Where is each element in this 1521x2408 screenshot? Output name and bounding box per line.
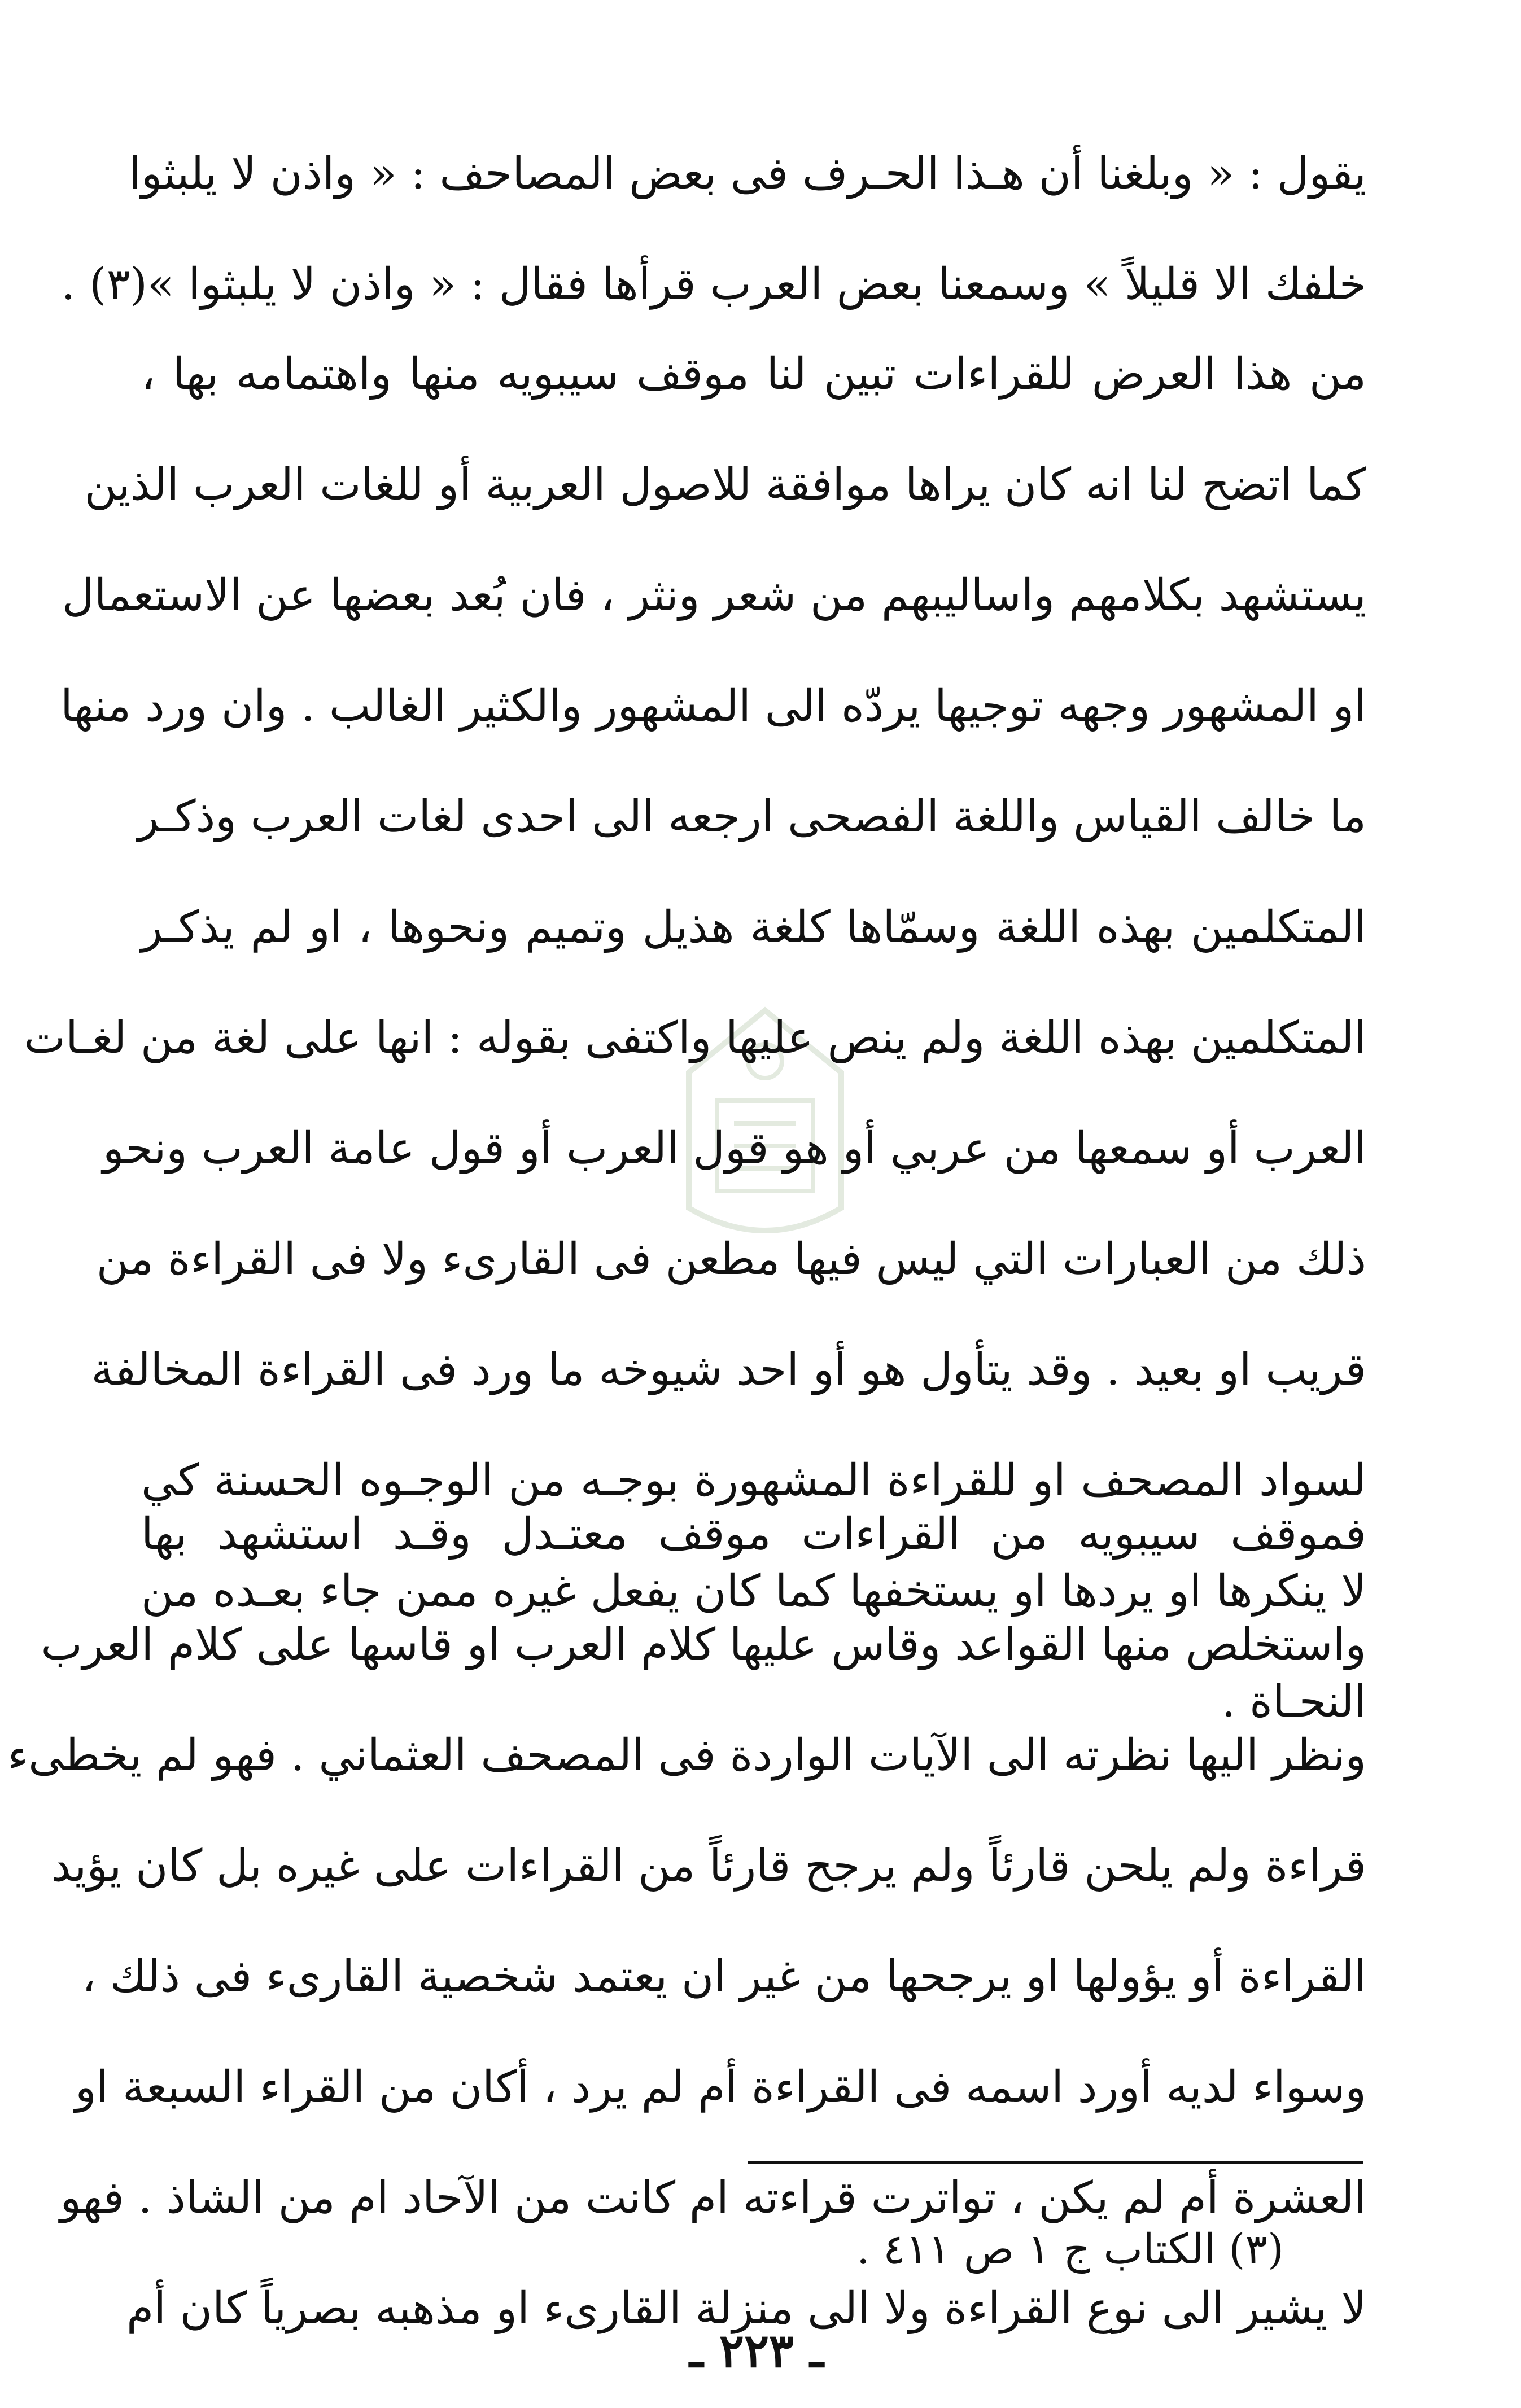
text-line: المتكلمين بهذه اللغة ولم ينص عليها واكتفى بقوله : انها على لغة من لغـات <box>24 1013 1366 1063</box>
text-line: العشرة أم لم يكن ، تواترت قراءته ام كانت من الآحاد ام من الشاذ . فهو <box>60 2173 1366 2223</box>
footnote-divider <box>748 2161 1363 2164</box>
text-line: يقول : « وبلغنا أن هـذا الحـرف فى بعض المصاحف : « واذن لا يلبثوا <box>129 148 1366 199</box>
text-line: وسواء لديه أورد اسمه فى القراءة أم لم يرد ، أكان من القراء السبعة او <box>75 2062 1366 2113</box>
text-line: ما خالف القياس واللغة الفصحى ارجعه الى احدى لغات العرب وذكـر <box>137 791 1366 842</box>
text-line: لا يشير الى نوع القراءة ولا الى منزلة القارىء او مذهبه بصرياً كان أم <box>126 2283 1366 2334</box>
text-line: قريب او بعيد . وقد يتأول هو أو احد شيوخه ما ورد فى القراءة المخالفة <box>91 1345 1366 1395</box>
text-line: النحـاة . <box>1221 1676 1366 1727</box>
opening-quote-paragraph <box>61 119 1366 340</box>
text-line: يستشهد بكلامهم واساليبهم من شعر ونثر ، فان بُعد بعضها عن الاستعمال <box>62 570 1366 621</box>
text-line: القراءة أو يؤولها او يرجحها من غير ان يعتمد شخصية القارىء فى ذلك ، <box>81 1951 1366 2002</box>
text-line: لا ينكرها او يردها او يستخفها كما كان يفعل غيره ممن جاء بعـده من <box>141 1566 1366 1617</box>
text-line: واستخلص منها القواعد وقاس عليها كلام العرب او قاسها على كلام العرب <box>41 1619 1366 1670</box>
text-line: ونظر اليها نظرته الى الآيات الواردة فى المصحف العثماني . فهو لم يخطىء <box>7 1730 1366 1781</box>
text-line: خلفك الا قليلاً » وسمعنا بعض العرب قرأها فقال : « واذن لا يلبثوا »(٣) . <box>61 259 1366 310</box>
text-line: من هذا العرض للقراءات تبين لنا موقف سيبويه منها واهتمامه بها ، <box>141 349 1366 400</box>
text-line: المتكلمين بهذه اللغة وسمّاها كلغة هذيل وتميم ونحوها ، او لم يذكـر <box>141 902 1366 953</box>
text-line: او المشهور وجهه توجيها يردّه الى المشهور والكثير الغالب . وان ورد منها <box>60 681 1366 732</box>
page-number: ـ ٢٢٣ ـ <box>689 2324 824 2378</box>
text-line: ذلك من العبارات التي ليس فيها مطعن فى القارىء ولا فى القراءة من <box>96 1234 1366 1285</box>
text-line: لسواد المصحف او للقراءة المشهورة بوجـه من الوجـوه الحسنة كي <box>141 1455 1366 1506</box>
text-line: فموقف سيبويه من القراءات موقف معتـدل وقـد استشهد بها <box>141 1509 1366 1560</box>
text-line: قراءة ولم يلحن قارئاً ولم يرجح قارئاً من القراءات على غيره بل كان يؤيد <box>51 1841 1366 1892</box>
text-line: كما اتضح لنا انه كان يراها موافقة للاصول العربية أو للغات العرب الذين <box>84 459 1366 510</box>
footnote: (٣) الكتاب ج ١ ص ٤١١ . <box>856 2225 1284 2274</box>
text-line: العرب أو سمعها من عربي أو هو قول العرب أو قول عامة العرب ونحو <box>102 1123 1366 1174</box>
